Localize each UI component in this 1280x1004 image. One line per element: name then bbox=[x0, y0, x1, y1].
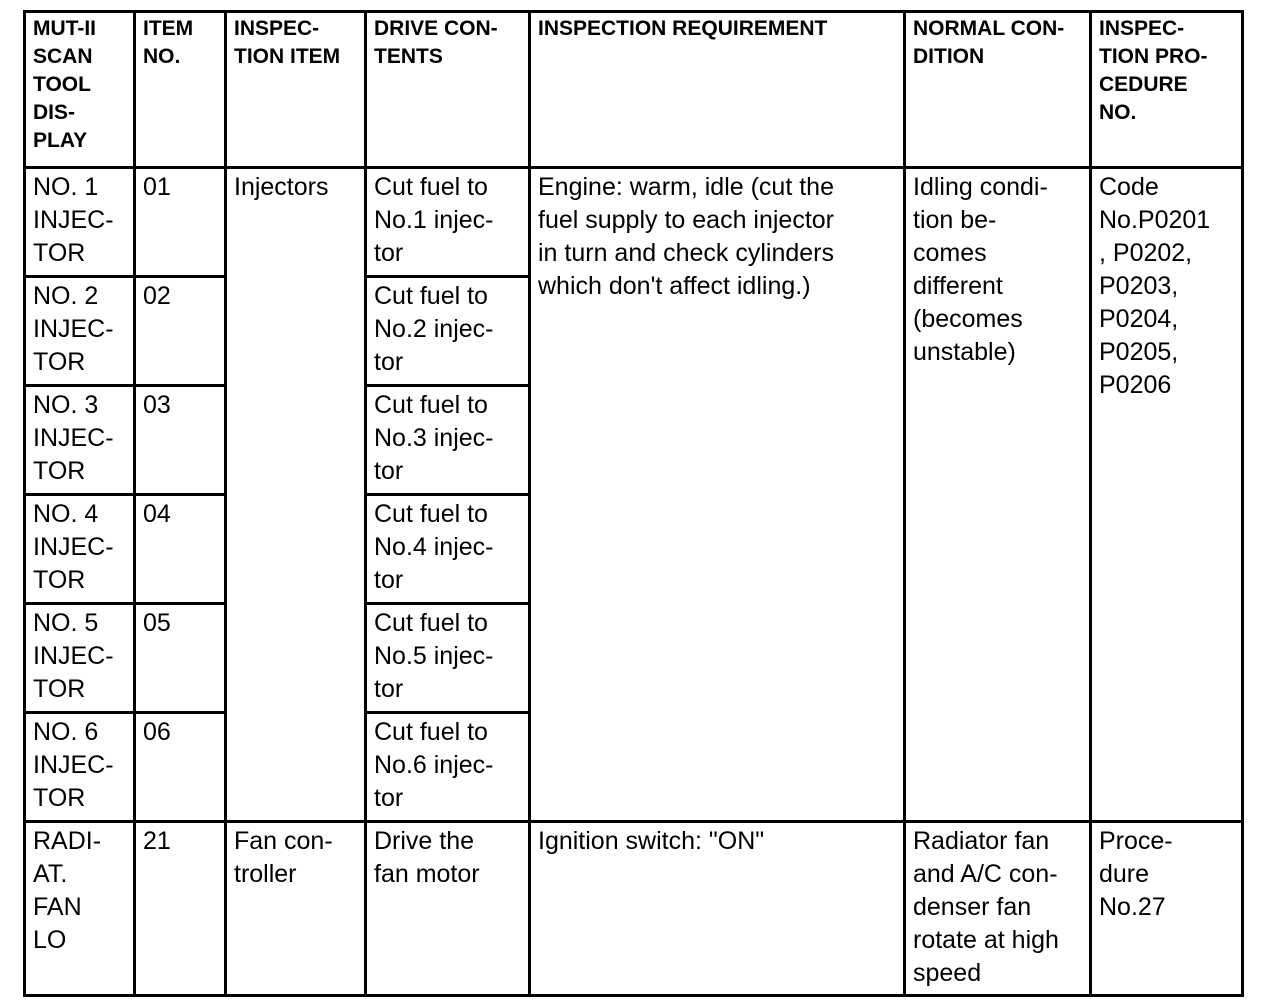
header-item-no: ITEM NO. bbox=[135, 12, 226, 168]
item-no-cell: 21 bbox=[135, 822, 226, 996]
scan-tool-display-cell: NO. 6 INJEC- TOR bbox=[25, 713, 135, 822]
header-drive-contents: DRIVE CON- TENTS bbox=[366, 12, 530, 168]
item-no-cell: 02 bbox=[135, 277, 226, 386]
scan-tool-display-cell: NO. 4 INJEC- TOR bbox=[25, 495, 135, 604]
procedure-no-cell: Proce- dure No.27 bbox=[1091, 822, 1243, 996]
drive-contents-cell: Cut fuel to No.2 injec- tor bbox=[366, 277, 530, 386]
header-normal-condition: NORMAL CON- DITION bbox=[905, 12, 1091, 168]
drive-contents-cell: Cut fuel to No.4 injec- tor bbox=[366, 495, 530, 604]
drive-contents-cell: Cut fuel to No.3 injec- tor bbox=[366, 386, 530, 495]
inspection-item-cell: Injectors bbox=[226, 168, 366, 822]
scan-tool-display-cell: RADI- AT. FAN LO bbox=[25, 822, 135, 996]
drive-contents-cell: Cut fuel to No.1 injec- tor bbox=[366, 168, 530, 277]
normal-condition-cell: Radiator fan and A/C con- denser fan rotate at high speed bbox=[905, 822, 1091, 996]
scan-tool-display-cell: NO. 1 INJEC- TOR bbox=[25, 168, 135, 277]
scan-tool-display-cell: NO. 5 INJEC- TOR bbox=[25, 604, 135, 713]
drive-contents-cell: Cut fuel to No.6 injec- tor bbox=[366, 713, 530, 822]
inspection-requirement-cell: Ignition switch: "ON" bbox=[530, 822, 905, 996]
header-scan-tool-display: MUT-II SCAN TOOL DIS- PLAY bbox=[25, 12, 135, 168]
scan-tool-display-cell: NO. 2 INJEC- TOR bbox=[25, 277, 135, 386]
scan-tool-display-cell: NO. 3 INJEC- TOR bbox=[25, 386, 135, 495]
item-no-cell: 03 bbox=[135, 386, 226, 495]
drive-contents-cell: Cut fuel to No.5 injec- tor bbox=[366, 604, 530, 713]
header-procedure-no: INSPEC- TION PRO- CEDURE NO. bbox=[1091, 12, 1243, 168]
normal-condition-cell: Idling condi- tion be- comes different (becomes unstable) bbox=[905, 168, 1091, 822]
procedure-no-cell: Code No.P0201 , P0202, P0203, P0204, P0205, P0206 bbox=[1091, 168, 1243, 822]
table-row bbox=[25, 168, 1243, 277]
inspection-item-cell: Fan con- troller bbox=[226, 822, 366, 996]
table-row bbox=[25, 822, 1243, 996]
inspection-requirement-cell: Engine: warm, idle (cut the fuel supply to each injector in turn and check cylinders which don't affect idling.) bbox=[530, 168, 905, 822]
header-row bbox=[25, 12, 1243, 168]
header-inspection-item: INSPEC- TION ITEM bbox=[226, 12, 366, 168]
item-no-cell: 04 bbox=[135, 495, 226, 604]
drive-contents-cell: Drive the fan motor bbox=[366, 822, 530, 996]
item-no-cell: 05 bbox=[135, 604, 226, 713]
item-no-cell: 06 bbox=[135, 713, 226, 822]
header-inspection-requirement: INSPECTION REQUIREMENT bbox=[530, 12, 905, 168]
inspection-table bbox=[23, 10, 1244, 997]
item-no-cell: 01 bbox=[135, 168, 226, 277]
